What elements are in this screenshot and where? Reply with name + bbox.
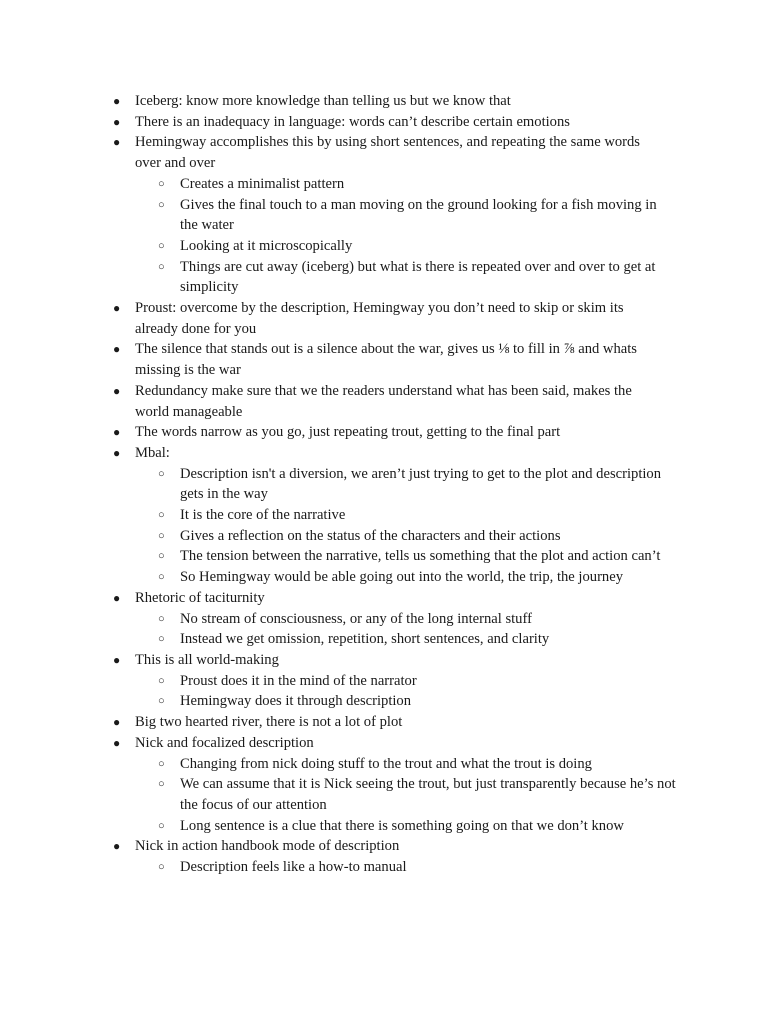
list-item-text: Hemingway does it through description	[180, 693, 412, 710]
list-item	[0, 712, 665, 733]
list-item-text: Long sentence is a clue that there is something going on that we don’t know	[180, 817, 624, 834]
hollow-bullet-icon: ○	[158, 633, 165, 646]
list-item-text: The words narrow as you go, just repeating trout, getting to the final part	[135, 424, 561, 441]
hollow-bullet-icon: ○	[158, 695, 165, 708]
list-item	[0, 836, 665, 857]
hollow-bullet-icon: ○	[158, 529, 165, 542]
list-item	[0, 443, 665, 464]
notes-page	[0, 91, 768, 878]
sub-list-item	[0, 236, 677, 257]
list-item	[0, 298, 665, 339]
sub-list-item	[0, 857, 677, 878]
sub-list-item	[0, 629, 677, 650]
hollow-bullet-icon: ○	[158, 177, 165, 190]
hollow-bullet-icon: ○	[158, 757, 165, 770]
filled-bullet-icon: ●	[113, 342, 121, 357]
list-item	[0, 381, 665, 422]
sub-list-item	[0, 774, 677, 815]
list-item-text: Proust: overcome by the description, Hemingway you don’t need to skip or skim its already done for you	[135, 300, 624, 337]
sub-list-item	[0, 195, 677, 236]
list-item-text: Nick and focalized description	[135, 734, 314, 751]
list-item-text: So Hemingway would be able going out into the world, the trip, the journey	[180, 569, 624, 586]
list-item-text: Rhetoric of taciturnity	[135, 589, 265, 606]
sub-list-item	[0, 671, 677, 692]
list-item	[0, 112, 665, 133]
list-item	[0, 422, 665, 443]
filled-bullet-icon: ●	[113, 114, 121, 129]
hollow-bullet-icon: ○	[158, 819, 165, 832]
filled-bullet-icon: ●	[113, 735, 121, 750]
list-item-text: Gives the final touch to a man moving on the ground looking for a fish moving in the water	[180, 196, 657, 234]
filled-bullet-icon: ●	[113, 839, 121, 854]
hollow-bullet-icon: ○	[158, 260, 165, 273]
hollow-bullet-icon: ○	[158, 239, 165, 252]
list-item	[0, 588, 665, 609]
list-item-text: Creates a minimalist pattern	[180, 175, 345, 192]
list-item-text: Nick in action handbook mode of description	[135, 838, 400, 855]
list-item-text: Iceberg: know more knowledge than telling us but we know that	[135, 93, 511, 109]
list-item	[0, 132, 665, 173]
sub-list-item	[0, 567, 677, 588]
sub-list-item	[0, 464, 677, 505]
list-item-text: Description isn't a diversion, we aren’t just trying to get to the plot and description gets in the way	[180, 465, 662, 503]
list-item-text: There is an inadequacy in language: words can’t describe certain emotions	[135, 113, 570, 130]
list-item-text: Things are cut away (iceberg) but what is there is repeated over and over to get at simplicity	[180, 258, 656, 296]
filled-bullet-icon: ●	[113, 301, 121, 316]
sub-list-item	[0, 754, 677, 775]
hollow-bullet-icon: ○	[158, 198, 165, 211]
hollow-bullet-icon: ○	[158, 509, 165, 522]
filled-bullet-icon: ●	[113, 383, 121, 398]
list-item-text: We can assume that it is Nick seeing the trout, but just transparently because he’s not the focus of our attention	[180, 776, 676, 813]
filled-bullet-icon: ●	[113, 445, 121, 460]
hollow-bullet-icon: ○	[158, 550, 165, 563]
list-item-text: Redundancy make sure that we the readers understand what has been said, makes the world manageable	[135, 382, 632, 420]
hollow-bullet-icon: ○	[158, 778, 165, 791]
list-item	[0, 733, 665, 754]
list-item-text: Proust does it in the mind of the narrator	[180, 672, 417, 689]
filled-bullet-icon: ●	[113, 425, 121, 440]
hollow-bullet-icon: ○	[158, 861, 165, 874]
filled-bullet-icon: ●	[113, 135, 121, 150]
filled-bullet-icon: ●	[113, 590, 121, 605]
hollow-bullet-icon: ○	[158, 674, 165, 687]
list-item-text: No stream of consciousness, or any of the long internal stuff	[180, 610, 532, 627]
list-item-text: Hemingway accomplishes this by using short sentences, and repeating the same words over and over	[135, 134, 640, 172]
sub-list-item	[0, 609, 677, 630]
hollow-bullet-icon: ○	[158, 612, 165, 625]
list-item-text: Description feels like a how-to manual	[180, 859, 407, 876]
list-item-text: Mbal:	[135, 444, 170, 461]
list-item	[0, 650, 665, 671]
list-item	[0, 91, 665, 112]
list-item-text: Changing from nick doing stuff to the trout and what the trout is doing	[180, 755, 592, 772]
bulleted-notes-list	[0, 91, 768, 878]
filled-bullet-icon: ●	[113, 652, 121, 667]
filled-bullet-icon: ●	[113, 94, 121, 108]
sub-list-item	[0, 691, 677, 712]
hollow-bullet-icon: ○	[158, 467, 165, 480]
filled-bullet-icon: ●	[113, 715, 121, 730]
list-item-text: The tension between the narrative, tells us something that the plot and action can’t	[180, 548, 661, 565]
list-item-text: Gives a reflection on the status of the characters and their actions	[180, 527, 561, 544]
sub-list-item	[0, 526, 677, 547]
hollow-bullet-icon: ○	[158, 571, 165, 584]
sub-list-item	[0, 505, 677, 526]
list-item	[0, 339, 665, 380]
list-item-text: Looking at it microscopically	[180, 237, 353, 254]
list-item-text: It is the core of the narrative	[180, 507, 346, 524]
list-item-text: Big two hearted river, there is not a lot of plot	[135, 714, 403, 731]
list-item-text: This is all world-making	[135, 651, 279, 668]
sub-list-item	[0, 174, 677, 195]
sub-list-item	[0, 257, 677, 298]
sub-list-item	[0, 816, 677, 837]
list-item-text: Instead we get omission, repetition, short sentences, and clarity	[180, 631, 550, 648]
list-item-text: The silence that stands out is a silence about the war, gives us ⅛ to fill in ⅞ and whats missing is the war	[135, 341, 637, 379]
sub-list-item	[0, 546, 677, 567]
